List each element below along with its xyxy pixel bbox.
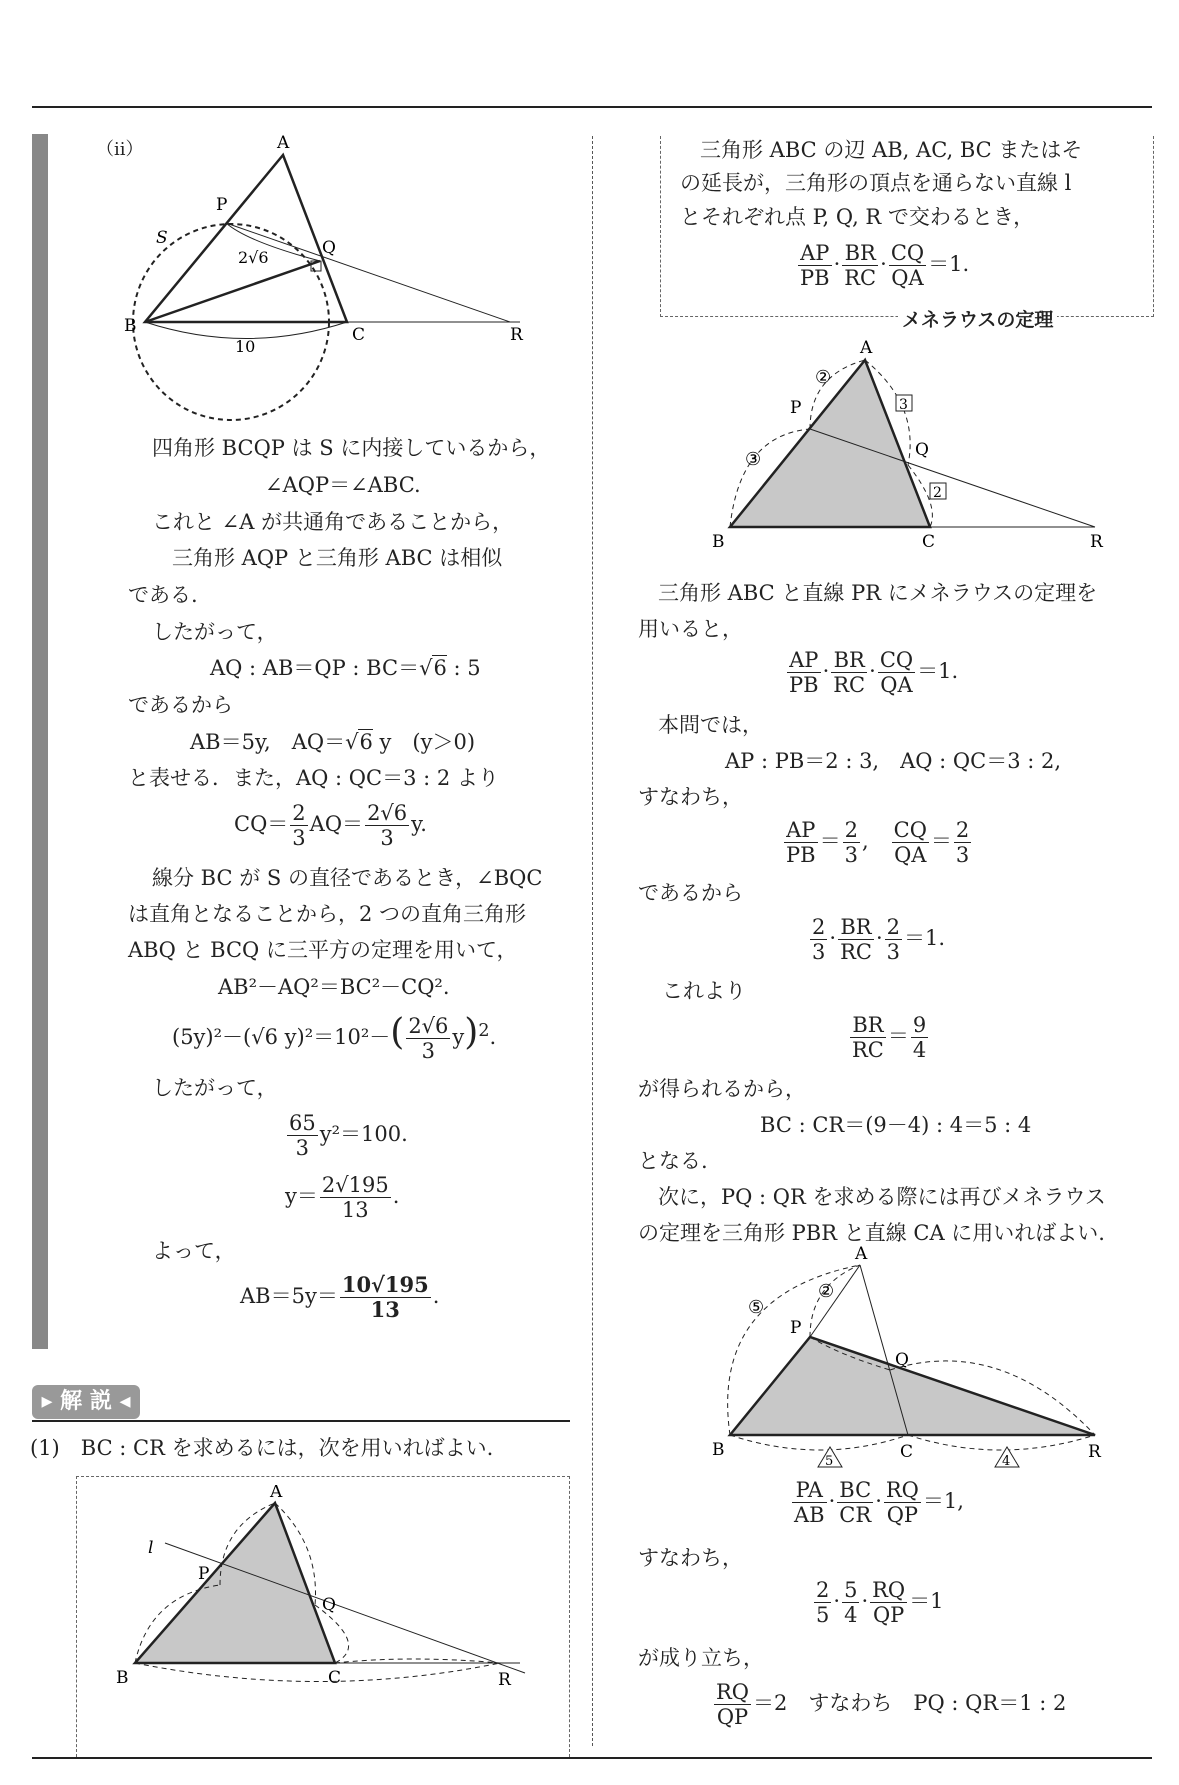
label-box-2: 2: [933, 485, 942, 501]
answer-ab: AB＝5y＝ $\frac{10√195}{13}$ .: [240, 1272, 440, 1322]
part-label: （ii）: [96, 139, 144, 160]
label-bc-length: 10: [235, 337, 256, 356]
theorem-formula: $\frac{AP}{PB}$ · $\frac{BR}{RC}$ · $\frac{CQ}{QA}$ ＝1.: [800, 241, 970, 290]
label-A: A: [860, 338, 873, 358]
right-r17: $\frac{2}{5}$ · $\frac{5}{4}$ · $\frac{RQ}{QP}$ ＝1: [816, 1578, 944, 1627]
label-Q: Q: [915, 440, 929, 460]
label-C: C: [922, 532, 936, 552]
figure-menelaus-general: [110, 1485, 550, 1695]
right-r19: $\frac{RQ}{QP}$ ＝2 すなわち PQ : QR＝1 : 2: [716, 1680, 1067, 1729]
para-l11: CQ＝ $\frac{2}{3}$ AQ＝ $\frac{2√6}{3}$ y.: [234, 801, 427, 850]
label-S: S: [156, 228, 168, 248]
section-tag-explanation: ▸ 解 説 ◂: [32, 1385, 140, 1419]
label-R: R: [498, 1670, 511, 1690]
label-ratio-3: ③: [745, 449, 762, 470]
para-l14: ABQ と BCQ に三平方の定理を用いて，: [128, 938, 518, 962]
right-g1: $\frac{PA}{AB}$ · $\frac{BC}{CR}$ · $\frac{RQ}{QP}$ ＝1,: [794, 1478, 964, 1527]
label-tri-5: 5: [825, 1454, 834, 1469]
label-R: R: [1090, 532, 1103, 552]
para-l6: したがって，: [152, 620, 278, 644]
bottom-rule: [32, 1757, 1152, 1759]
label-B: B: [116, 1668, 129, 1688]
right-r10: これより: [662, 979, 746, 1003]
label-ratio-2: ②: [818, 1281, 835, 1302]
theorem-label: メネラウスの定理: [898, 305, 1057, 332]
column-divider: [592, 136, 593, 1746]
para-l4: 三角形 AQP と三角形 ABC は相似: [172, 546, 503, 570]
label-B: B: [712, 532, 725, 552]
para-l19: y＝ $\frac{2√195}{13}$ .: [285, 1173, 400, 1222]
label-ratio-5: ⑤: [748, 1297, 765, 1318]
label-A: A: [277, 133, 290, 153]
para-l13: は直角となることから，2 つの直角三角形: [128, 902, 527, 926]
para-l7: AQ : AB＝QP : BC＝√6 : 5: [210, 656, 481, 680]
section-underline: [32, 1420, 570, 1422]
label-P: P: [216, 195, 228, 215]
label-C: C: [352, 325, 366, 345]
label-P: P: [198, 1564, 210, 1584]
right-r9: $\frac{2}{3}$ · $\frac{BR}{RC}$ · $\frac{2}{3}$ ＝1.: [812, 915, 946, 964]
para-l18: $\frac{65}{3}$ y²＝100.: [289, 1111, 408, 1160]
right-r7: $\frac{AP}{PB}$ ＝ $\frac{2}{3}$ , $\frac{CQ}{QA}$ ＝ $\frac{2}{3}$: [786, 818, 970, 867]
answer-sidebar-bar: [32, 134, 48, 1349]
label-B: B: [124, 316, 137, 336]
theorem-t3: とそれぞれ点 P, Q, R で交わるとき，: [680, 205, 1035, 229]
label-ratio-2: ②: [815, 367, 832, 388]
label-l: l: [148, 1538, 154, 1558]
right-r3: $\frac{AP}{PB}$ · $\frac{BR}{RC}$ · $\frac{CQ}{QA}$ ＝1.: [789, 648, 959, 697]
top-rule: [32, 106, 1152, 108]
para-l2: ∠AQP＝∠ABC.: [265, 473, 421, 497]
explain-l22: (1) BC : CR を求めるには，次を用いればよい.: [30, 1436, 494, 1460]
figure-menelaus-abc: [700, 335, 1120, 555]
label-box-3: 3: [899, 397, 908, 413]
label-tri-4: 4: [1002, 1454, 1011, 1469]
label-C: C: [900, 1442, 914, 1462]
right-r2: 用いると，: [638, 617, 743, 641]
para-l20: よって，: [152, 1239, 236, 1263]
para-l1: 四角形 BCQP は S に内接しているから，: [152, 436, 551, 460]
label-R: R: [1088, 1442, 1101, 1462]
label-Q: Q: [322, 1595, 336, 1615]
label-R: R: [510, 325, 523, 345]
para-l12: 線分 BC が S の直径であるとき，∠BQC: [152, 866, 543, 890]
figure-menelaus-pbr: [700, 1245, 1120, 1470]
right-r18: が成り立ち，: [638, 1646, 764, 1670]
label-pq-length: 2√6: [238, 248, 269, 267]
right-r5: AP : PB＝2 : 3, AQ : QC＝3 : 2,: [725, 749, 1062, 773]
label-P: P: [790, 1318, 802, 1338]
label-A: A: [270, 1485, 283, 1502]
para-l5: である.: [128, 583, 198, 607]
right-r16: すなわち，: [638, 1546, 743, 1570]
label-B: B: [712, 1440, 725, 1460]
right-r14: 次に，PQ : QR を求める際には再びメネラウス: [658, 1185, 1106, 1209]
right-r4: 本問では，: [658, 713, 763, 737]
right-r12: BC : CR＝(9－4) : 4＝5 : 4: [760, 1113, 1032, 1137]
label-Q: Q: [322, 238, 336, 258]
para-l15: AB²－AQ²＝BC²－CQ².: [218, 975, 450, 999]
para-l10: と表せる．また，AQ : QC＝3 : 2 より: [128, 766, 499, 790]
theorem-t2: の延長が，三角形の頂点を通らない直線 l: [680, 171, 1072, 195]
right-r6: すなわち，: [638, 785, 743, 809]
theorem-t1: 三角形 ABC の辺 AB, AC, BC またはそ: [700, 138, 1083, 162]
right-r8: であるから: [638, 881, 743, 905]
label-C: C: [328, 1668, 342, 1688]
para-l3: これと ∠A が共通角であることから，: [152, 510, 514, 534]
right-r15: の定理を三角形 PBR と直線 CA に用いればよい.: [638, 1221, 1105, 1245]
para-l17: したがって，: [152, 1076, 278, 1100]
right-r13: となる.: [638, 1149, 708, 1173]
para-l9: AB＝5y, AQ＝√6 y (y＞0): [190, 730, 476, 754]
right-r1: 三角形 ABC と直線 PR にメネラウスの定理を: [658, 581, 1098, 605]
label-Q: Q: [895, 1350, 909, 1370]
right-r10b: $\frac{BR}{RC}$ ＝ $\frac{9}{4}$: [852, 1013, 927, 1062]
label-P: P: [790, 398, 802, 418]
para-l8: であるから: [128, 693, 233, 717]
para-l16: (5y)²－(√6 y)²＝10²－( $\frac{2√6}{3}$ y)$^2$.: [172, 1012, 497, 1063]
right-r11: が得られるから，: [638, 1077, 806, 1101]
label-A: A: [855, 1245, 868, 1264]
figure-circle-triangle: [120, 130, 560, 430]
